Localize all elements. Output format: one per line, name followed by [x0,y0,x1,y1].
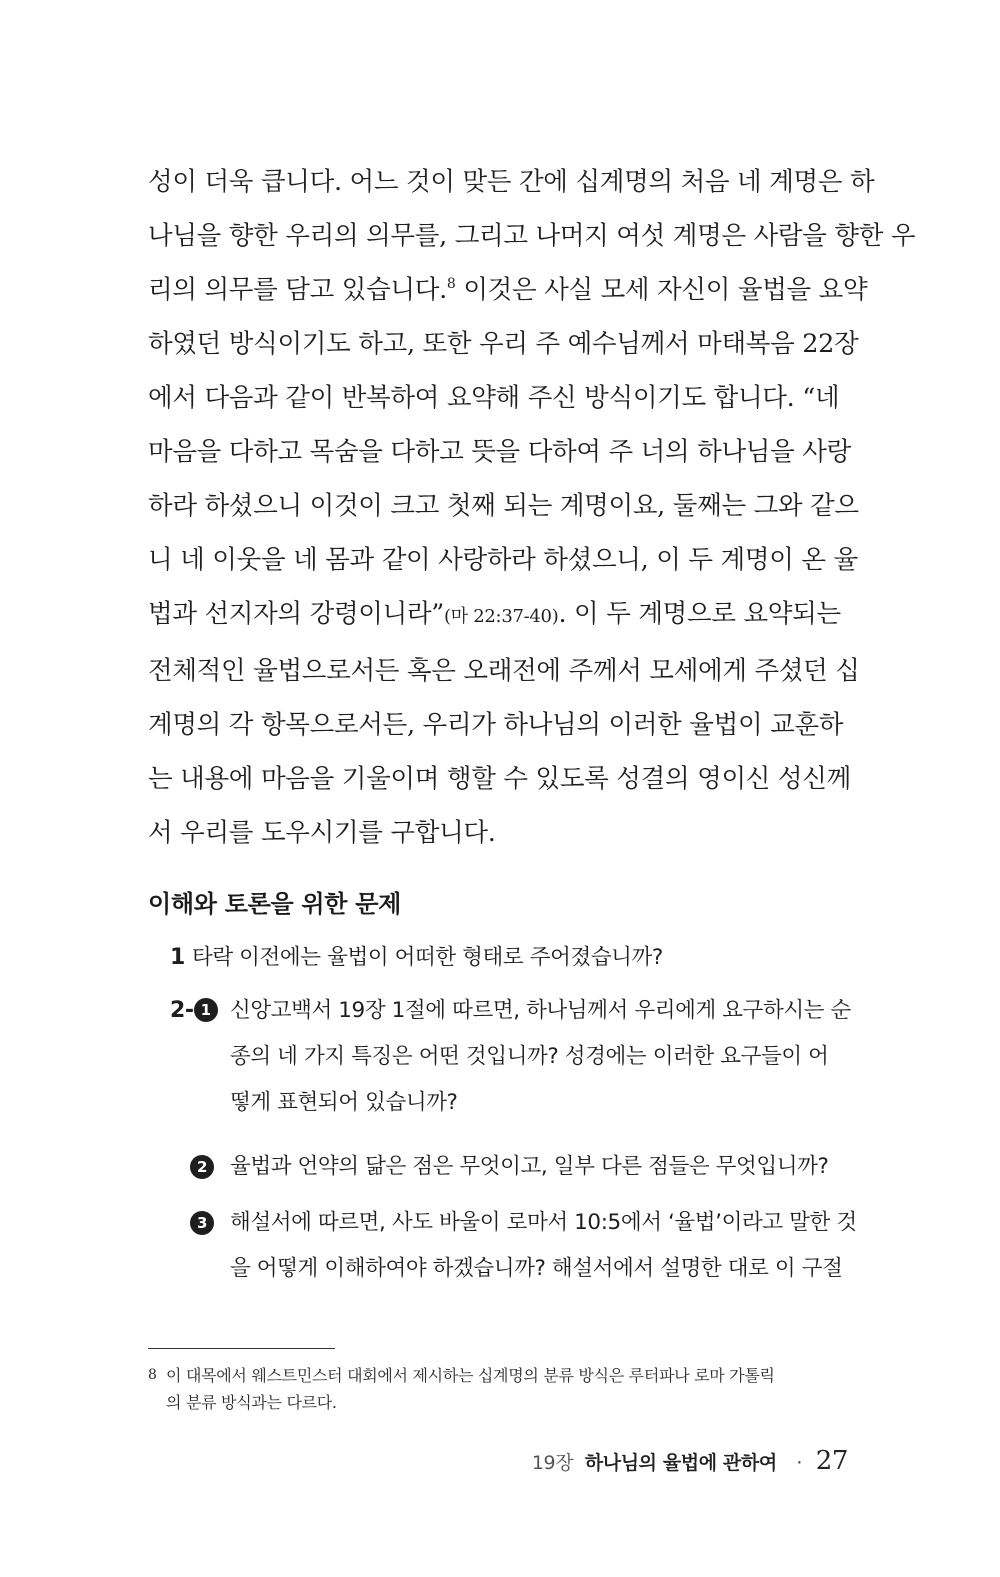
body-line-text: 법과 선지자의 강령이니라” [148,599,445,629]
body-line: 하였던 방식이기도 하고, 또한 우리 주 예수님께서 마태복음 22장 [148,329,859,359]
body-line: 계명의 각 항목으로서든, 우리가 하나님의 이러한 율법이 교훈하 [148,710,844,740]
body-line: 하라 하셨으니 이것이 크고 첫째 되는 계명이요, 둘째는 그와 같으 [148,491,859,521]
footnote-marker: 8 [446,276,456,292]
body-line-text: 이것은 사실 모세 자신이 율법을 요약 [463,275,868,305]
body-line: 는 내용에 마음을 기울이며 행할 수 있도록 성결의 영이신 성신께 [148,764,851,794]
running-footer [532,1446,848,1476]
circled-number-1: 1 [194,998,218,1022]
chapter-title: 하나님의 율법에 관하여 [584,1452,777,1474]
question-text [230,1144,850,1190]
question-line: 신앙고백서 19장 1절에 따르면, 하나님께서 우리에게 요구하시는 순 [230,998,851,1023]
footnote-text [166,1362,848,1416]
circled-number-2: 2 [190,1155,214,1179]
body-line-text: 리의 의무를 담고 있습니다. [148,275,447,305]
body-line [148,587,848,644]
body-line: 마음을 다하고 목숨을 다하고 뜻을 다하여 주 너의 하나님을 사랑 [148,437,851,467]
question-line: 종의 네 가지 특징은 어떤 것입니까? 성경에는 이러한 요구들이 어 [230,1044,829,1069]
footnote-number: 8 [148,1367,157,1383]
question-text [192,935,812,981]
body-line: 전체적인 율법으로서든 혹은 오래전에 주께서 모세에게 주셨던 십 [148,656,860,686]
question-text [230,988,850,1126]
footnote-line: 이 대목에서 웨스트민스터 대회에서 제시하는 십계명의 분류 방식은 루터파나 로마 가톨릭 [166,1366,775,1385]
question-text [230,1200,857,1292]
question-number-text: 2- [170,998,194,1023]
question-number: 1 [170,945,185,970]
body-paragraph [148,155,916,860]
body-line: 서 우리를 도우시기를 구합니다. [148,818,496,848]
body-line: 성이 더욱 큽니다. 어느 것이 맞든 간에 십계명의 처음 네 계명은 하 [148,167,875,197]
section-title: 이해와 토론을 위한 문제 [148,890,402,918]
footer-separator: · [796,1452,803,1474]
scripture-reference: (마 22:37-40) [444,606,559,627]
body-line: 니 네 이웃을 네 몸과 같이 사랑하라 하셨으니, 이 두 계명이 온 율 [148,545,858,575]
question-line: 을 어떻게 이해하여야 하겠습니까? 해설서에서 설명한 대로 이 구절 [230,1256,843,1281]
question-number [170,988,218,1034]
body-line: 나님을 향한 우리의 의무를, 그리고 나머지 여섯 계명은 사람을 향한 우 [148,221,916,251]
question-line: 타락 이전에는 율법이 어떠한 형태로 주어졌습니까? [192,945,663,970]
body-line [148,263,868,317]
question-line: 해설서에 따르면, 사도 바울이 로마서 10:5에서 ‘율법’이라고 말한 것 [230,1210,857,1235]
body-line-text: . 이 두 계명으로 요약되는 [558,599,841,629]
circled-number-3: 3 [190,1211,214,1235]
question-line: 율법과 언약의 닮은 점은 무엇이고, 일부 다른 점들은 무엇입니까? [230,1154,829,1179]
chapter-label: 19장 [531,1452,574,1474]
question-line: 떻게 표현되어 있습니까? [230,1090,458,1115]
footnote-line: 의 분류 방식과는 다르다. [166,1393,337,1412]
page-number: 27 [815,1446,848,1476]
body-line: 에서 다음과 같이 반복하여 요약해 주신 방식이기도 합니다. “네 [148,383,840,413]
footnote-divider [148,1348,335,1349]
